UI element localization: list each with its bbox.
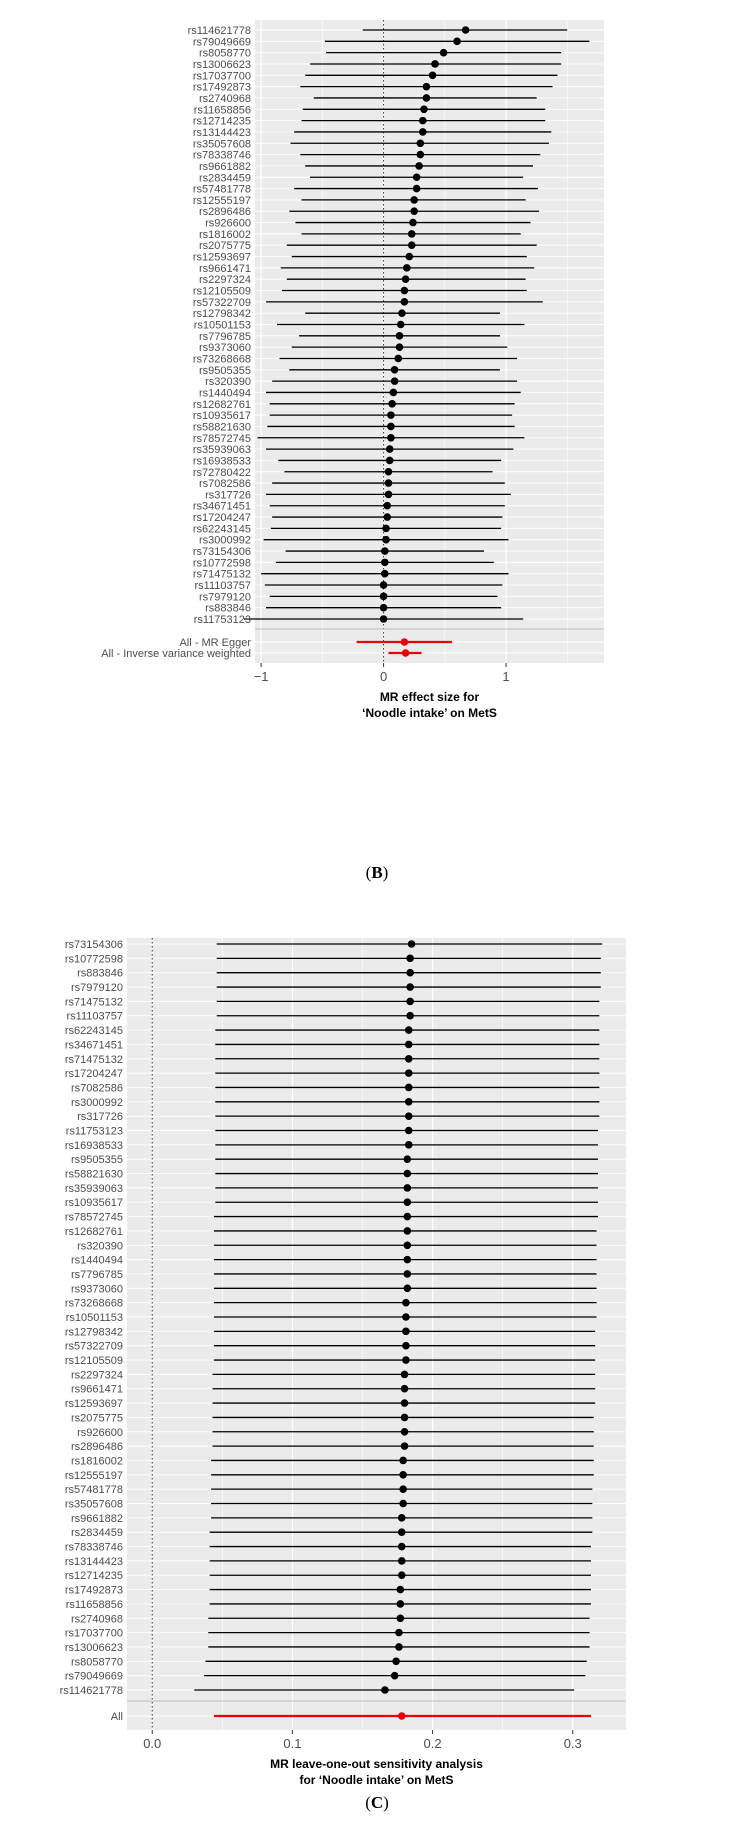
snp-label: rs71475132 [64, 1053, 123, 1066]
snp-label: rs7796785 [71, 1268, 123, 1281]
snp-label: rs78572745 [64, 1211, 123, 1224]
snp-point [385, 468, 393, 476]
snp-point [401, 298, 409, 306]
snp-label: rs7796785 [199, 330, 251, 343]
snp-point [419, 117, 427, 125]
snp-label: rs11658856 [65, 1598, 123, 1611]
snp-label: rs1440494 [199, 387, 251, 400]
snp-label: rs11753123 [65, 1125, 123, 1138]
snp-label: rs320390 [77, 1240, 123, 1253]
snp-label: rs34671451 [192, 500, 251, 513]
snp-label: rs3000992 [71, 1096, 123, 1109]
snp-label: rs35057608 [192, 138, 251, 151]
snp-point [404, 1227, 412, 1235]
snp-label: rs7082586 [71, 1082, 123, 1095]
snp-point [401, 1414, 409, 1422]
snp-point [415, 162, 423, 170]
snp-label: rs2075775 [71, 1412, 123, 1425]
snp-label: rs58821630 [192, 421, 251, 434]
snp-point [386, 457, 394, 465]
snp-point [405, 1127, 413, 1135]
snp-point [410, 196, 418, 204]
panel-c-leave-one-out-plot [60, 938, 626, 1787]
snp-point [417, 139, 425, 147]
x-tick-label: 0.1 [283, 1736, 302, 1751]
snp-point [396, 332, 404, 340]
x-tick-label: 0.3 [563, 1736, 582, 1751]
snp-point [402, 1328, 410, 1336]
x-tick-label: 0 [379, 669, 388, 684]
snp-point [386, 445, 394, 453]
snp-label: rs2740968 [199, 92, 251, 105]
snp-label: rs883846 [77, 967, 123, 980]
snp-label: rs2297324 [71, 1369, 123, 1382]
snp-label: rs79049669 [192, 36, 251, 49]
snp-point [404, 1213, 412, 1221]
snp-label: rs12105509 [64, 1355, 123, 1368]
snp-label: rs9505355 [71, 1154, 123, 1167]
snp-label: rs73268668 [64, 1297, 123, 1310]
snp-label: rs13006623 [192, 58, 251, 71]
snp-point [402, 275, 410, 283]
snp-label: rs2075775 [199, 240, 251, 253]
snp-label: rs12593697 [64, 1398, 123, 1411]
snp-label: rs57481778 [192, 183, 251, 196]
snp-label: rs12555197 [64, 1469, 123, 1482]
snp-label: rs317726 [205, 489, 251, 502]
snp-point [423, 83, 431, 91]
snp-label: rs17492873 [64, 1584, 123, 1597]
snp-point [405, 1112, 413, 1120]
summary-label: All - Inverse variance weighted [101, 648, 251, 660]
snp-label: rs11658856 [193, 104, 251, 117]
snp-point [398, 1528, 406, 1536]
summary-point [402, 649, 410, 657]
snp-label: rs9373060 [71, 1283, 123, 1296]
snp-label: rs12682761 [192, 398, 251, 411]
snp-label: rs57481778 [64, 1484, 123, 1497]
snp-point [402, 1299, 410, 1307]
x-tick-label: 0.0 [143, 1736, 162, 1751]
snp-point [401, 1371, 409, 1379]
snp-label: rs9505355 [199, 364, 251, 377]
snp-label: rs79049669 [64, 1670, 123, 1683]
snp-point [395, 1643, 403, 1651]
snp-point [453, 38, 461, 46]
snp-point [388, 400, 396, 408]
snp-label: rs17204247 [64, 1068, 123, 1081]
snp-point [387, 434, 395, 442]
snp-point [462, 26, 470, 34]
snp-point [381, 570, 389, 578]
snp-label: rs2297324 [199, 274, 251, 287]
snp-point [404, 1155, 412, 1163]
snp-point [402, 1342, 410, 1350]
snp-label: rs35939063 [192, 444, 251, 457]
snp-point [404, 1285, 412, 1293]
snp-point [401, 1442, 409, 1450]
snp-point [404, 1184, 412, 1192]
snp-point [406, 955, 414, 963]
snp-label: rs12798342 [192, 308, 251, 321]
snp-point [413, 185, 421, 193]
snp-point [410, 207, 418, 215]
snp-point [399, 1471, 407, 1479]
snp-label: rs883846 [205, 602, 251, 615]
snp-point [404, 1170, 412, 1178]
snp-label: rs926600 [205, 217, 251, 230]
snp-label: rs73154306 [192, 546, 251, 559]
snp-label: rs3000992 [199, 534, 251, 547]
plot-panel-background [127, 938, 626, 1730]
snp-point [404, 1270, 412, 1278]
x-axis-title-line2: for ‘Noodle intake’ on MetS [299, 1773, 454, 1787]
snp-point [380, 593, 388, 601]
snp-point [405, 1041, 413, 1049]
snp-point [406, 998, 414, 1006]
snp-label: rs10501153 [193, 319, 251, 332]
snp-label: rs7979120 [71, 982, 123, 995]
snp-point [406, 983, 414, 991]
snp-label: rs78338746 [64, 1541, 123, 1554]
snp-label: rs12798342 [64, 1326, 123, 1339]
snp-label: rs9661471 [199, 262, 251, 275]
snp-point [381, 547, 389, 555]
x-tick-label: 0.2 [423, 1736, 442, 1751]
snp-label: rs1816002 [199, 228, 251, 241]
snp-label: rs62243145 [192, 523, 251, 536]
snp-label: rs16938533 [192, 455, 251, 468]
snp-point [402, 1313, 410, 1321]
snp-point [392, 1658, 400, 1666]
snp-label: rs12105509 [192, 285, 251, 298]
snp-label: rs12555197 [192, 194, 251, 207]
snp-point [399, 1457, 407, 1465]
snp-point [397, 321, 405, 329]
snp-point [380, 581, 388, 589]
snp-point [405, 1026, 413, 1034]
snp-label: rs2834459 [71, 1527, 123, 1540]
snp-point [390, 389, 398, 397]
snp-point [394, 355, 402, 363]
snp-point [404, 1241, 412, 1249]
snp-label: rs9661471 [71, 1383, 123, 1396]
snp-label: rs2740968 [71, 1613, 123, 1626]
snp-label: rs9373060 [199, 342, 251, 355]
snp-label: rs10772598 [192, 557, 251, 570]
snp-label: rs78572745 [192, 432, 251, 445]
snp-label: rs317726 [77, 1111, 123, 1124]
snp-label: rs10935617 [192, 410, 251, 423]
snp-label: rs17037700 [64, 1627, 123, 1640]
snp-label: rs62243145 [64, 1025, 123, 1038]
snp-label: rs12593697 [192, 251, 251, 264]
snp-label: rs35939063 [64, 1182, 123, 1195]
snp-label: rs57322709 [192, 296, 251, 309]
snp-label: rs17037700 [192, 70, 251, 83]
snp-point [408, 241, 416, 249]
snp-point [398, 309, 406, 317]
snp-point [423, 94, 431, 102]
snp-point [391, 377, 399, 385]
snp-label: rs78338746 [192, 149, 251, 162]
x-tick-label: 1 [502, 669, 510, 684]
panel-b-forest-plot [101, 20, 604, 720]
panel-b-label: (B) [365, 863, 389, 882]
snp-label: rs8058770 [71, 1656, 123, 1669]
snp-point [405, 1098, 413, 1106]
snp-label: rs320390 [205, 376, 251, 389]
snp-point [387, 423, 395, 431]
snp-label: rs2834459 [199, 172, 251, 185]
snp-point [399, 1485, 407, 1493]
plot-panel-background [255, 20, 604, 663]
snp-label: rs114621778 [187, 25, 251, 37]
snp-point [406, 1012, 414, 1020]
snp-label: rs2896486 [199, 206, 251, 219]
snp-point [398, 1514, 406, 1522]
snp-point [398, 1557, 406, 1565]
snp-point [401, 1399, 409, 1407]
snp-label: rs72780422 [192, 466, 251, 479]
snp-point [397, 1614, 405, 1622]
summary-label: All - MR Egger [179, 637, 251, 649]
summary-label: All [110, 1711, 123, 1723]
snp-label: rs57322709 [64, 1340, 123, 1353]
snp-point [404, 1198, 412, 1206]
snp-label: rs73154306 [64, 939, 123, 951]
snp-point [382, 536, 390, 544]
snp-point [391, 366, 399, 374]
snp-point [405, 1069, 413, 1077]
snp-label: rs1816002 [71, 1455, 123, 1468]
snp-point [381, 559, 389, 567]
snp-point [387, 411, 395, 419]
snp-point [399, 1500, 407, 1508]
snp-point [403, 264, 411, 272]
snp-point [409, 219, 417, 227]
snp-label: rs71475132 [192, 568, 251, 581]
snp-label: rs71475132 [64, 996, 123, 1009]
snp-point [405, 1141, 413, 1149]
snp-point [401, 287, 409, 295]
snp-label: rs13144423 [192, 126, 251, 139]
snp-point [398, 1543, 406, 1551]
snp-point [405, 1055, 413, 1063]
snp-point [385, 491, 393, 499]
x-tick-label: −1 [253, 669, 269, 684]
snp-point [401, 1428, 409, 1436]
snp-label: rs2896486 [71, 1441, 123, 1454]
snp-point [381, 1686, 389, 1694]
snp-point [413, 173, 421, 181]
snp-point [419, 128, 427, 136]
snp-point [406, 969, 414, 977]
snp-label: rs58821630 [64, 1168, 123, 1181]
snp-point [398, 1571, 406, 1579]
snp-label: rs16938533 [64, 1139, 123, 1152]
snp-label: rs10501153 [65, 1312, 123, 1324]
snp-point [431, 60, 439, 68]
snp-label: rs12682761 [64, 1225, 123, 1238]
snp-point [405, 1084, 413, 1092]
snp-point [408, 230, 416, 238]
snp-point [440, 49, 448, 57]
snp-point [383, 513, 391, 521]
snp-label: rs34671451 [64, 1039, 123, 1052]
snp-point [391, 1672, 399, 1680]
snp-point [404, 1256, 412, 1264]
x-axis-title-line1: MR effect size for [379, 690, 480, 704]
snp-point [408, 940, 416, 948]
snp-point [395, 1629, 403, 1637]
summary-point [398, 1712, 406, 1720]
snp-label: rs17204247 [192, 512, 251, 525]
snp-label: rs1440494 [71, 1254, 123, 1267]
snp-label: rs35057608 [64, 1498, 123, 1511]
snp-label: rs9661882 [199, 160, 251, 173]
summary-point [401, 638, 409, 646]
snp-point [382, 525, 390, 533]
snp-point [383, 502, 391, 510]
snp-point [380, 604, 388, 612]
snp-point [397, 1586, 405, 1594]
snp-label: rs9661882 [71, 1512, 123, 1525]
panel-c-label: (C) [365, 1793, 389, 1812]
snp-label: rs11753123 [193, 614, 251, 626]
snp-point [397, 1600, 405, 1608]
x-axis-title-line1: MR leave-one-out sensitivity analysis [270, 1757, 483, 1771]
snp-label: rs11103757 [66, 1010, 123, 1023]
snp-point [429, 72, 437, 80]
snp-point [385, 479, 393, 487]
snp-label: rs10935617 [64, 1197, 123, 1210]
snp-label: rs10772598 [64, 953, 123, 966]
snp-label: rs114621778 [59, 1685, 123, 1697]
snp-label: rs8058770 [199, 47, 251, 60]
snp-label: rs7979120 [199, 591, 251, 604]
snp-point [417, 151, 425, 159]
snp-point [380, 615, 388, 623]
snp-point [420, 105, 428, 113]
snp-label: rs926600 [77, 1426, 123, 1439]
snp-point [401, 1385, 409, 1393]
snp-label: rs7082586 [199, 478, 251, 491]
snp-label: rs12714235 [64, 1570, 123, 1583]
snp-label: rs13144423 [64, 1555, 123, 1568]
snp-label: rs12714235 [192, 115, 251, 128]
x-axis-title-line2: ‘Noodle intake’ on MetS [362, 706, 497, 720]
snp-label: rs73268668 [192, 353, 251, 366]
snp-label: rs17492873 [192, 81, 251, 94]
snp-label: rs11103757 [194, 580, 251, 593]
snp-point [402, 1356, 410, 1364]
snp-point [405, 253, 413, 261]
snp-point [396, 343, 404, 351]
snp-label: rs13006623 [64, 1641, 123, 1654]
